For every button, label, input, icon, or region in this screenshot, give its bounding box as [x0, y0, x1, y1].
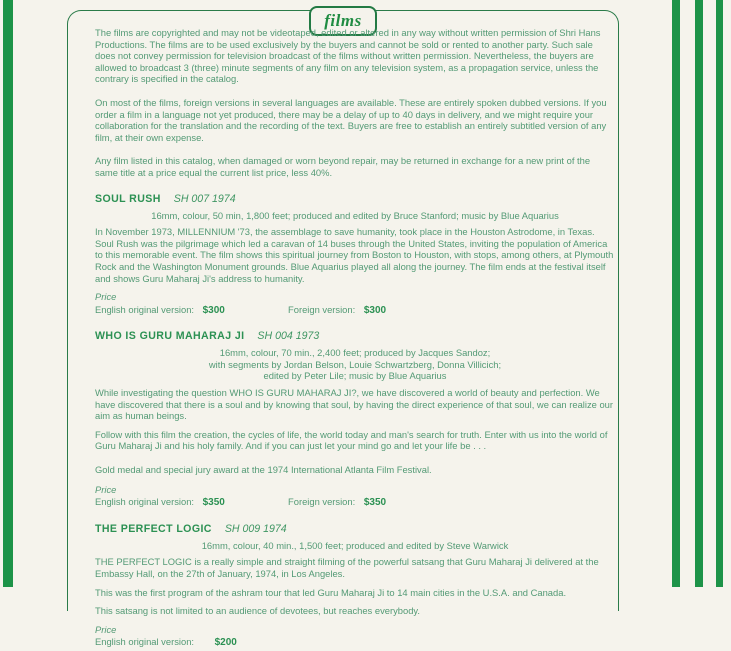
price-version-label: English original version:: [95, 496, 195, 508]
film-award-note: Gold medal and special jury award at the 1974 International Atlanta Film Festival.: [95, 464, 432, 476]
price-version-label: English original version:: [95, 303, 195, 315]
film-description: Follow with this film the creation, the cycles of life, the world today and man's search for truth. Enter with us into the world of Guru Maharaj Ji and his holy family. And if you can just let your mind go and let your life be . . .: [95, 428, 608, 452]
film-specs: [95, 347, 615, 382]
intro-paragraph: Any film listed in this catalog, when damaged or worn beyond repair, may be returned in exchange for a new print of the same title at a price equal the current list price, less 40%.: [95, 155, 591, 178]
price-value: $300: [363, 304, 387, 316]
film-specs: [95, 210, 615, 222]
film-heading: [95, 330, 615, 342]
film-catalog-code: SH 007 1974: [173, 192, 236, 205]
film-specs-line: with segments by Jordan Belson, Louie Schwartzberg, Donna Villicich;: [208, 358, 502, 370]
right-green-bar: [695, 0, 703, 587]
film-description: While investigating the question WHO IS GURU MAHARAJ JI?, we have discovered a world of beauty and perfection. We have discovered that there is a soul and by knowing that soul, by having the direct experience of that soul, we can realize our aim as human beings.: [95, 387, 614, 422]
price-row: [95, 636, 615, 649]
film-specs-line: 16mm, colour, 70 min., 2,400 feet; produced by Jacques Sandoz;: [219, 347, 491, 359]
price-pair: [288, 496, 386, 509]
film-specs-line: edited by Peter Lile; music by Blue Aquarius: [263, 370, 447, 382]
film-description: THE PERFECT LOGIC is a really simple and straight filming of the powerful satsang that Guru Maharaj Ji delivered at the Embassy Hall, on the 27th of January, 1974, in Los Angeles.: [95, 556, 599, 579]
price-value: $350: [363, 497, 387, 509]
film-specs: [95, 540, 615, 552]
film-title: SOUL RUSH: [95, 192, 161, 205]
price-row: [95, 496, 615, 509]
film-title: THE PERFECT LOGIC: [95, 522, 212, 535]
price-version-label: Foreign version:: [288, 303, 356, 315]
price-row: [95, 304, 615, 317]
price-pair: [288, 304, 386, 317]
price-pair: [95, 496, 288, 509]
price-value: $300: [202, 304, 225, 316]
price-value: $350: [202, 497, 225, 509]
right-green-bar: [716, 0, 723, 587]
intro-paragraph: The films are copyrighted and may not be videotaped, edited or altered in any way without written permission of Shri Hans Productions. The films are to be used exclusively by the buyers and cannot be sold or rented to another party. Such sale does not convey permission for television broadcast of the films without written permission. Nevertheless, the buyers are allowed to broadcast 3 (three) minute segments of any film on any television system, as a propagation service, unless the contrary is specified in the catalog.: [95, 27, 601, 85]
catalog-content: [95, 27, 615, 651]
film-specs-line: 16mm, colour, 40 min., 1,500 feet; produced and edited by Steve Warwick: [201, 539, 509, 551]
price-value: $200: [214, 637, 237, 649]
price-pair: [95, 304, 288, 317]
intro-paragraph: On most of the films, foreign versions in several languages are available. These are entirely spoken dubbed versions. If you order a film in a language not yet produced, there may be a delay of up to 40 days in delivery, and we might require your collaboration for the translation and the recording of the text. Buyers are free to establish an entirely subtitled version of any film, at their own expense.: [95, 96, 607, 143]
film-specs-line: 16mm, colour, 50 min, 1,800 feet; produced and edited by Bruce Stanford; music by Blue Aquarius: [151, 209, 559, 221]
film-description: This satsang is not limited to an audience of devotees, but reaches everybody.: [95, 605, 421, 617]
film-description: In November 1973, MILLENNIUM '73, the assemblage to save humanity, took place in the Houston Astrodome, in Texas. Soul Rush was the pilgrimage which led a caravan of 14 buses through the United States, inviting the population of America to this memorable event. The film shows this spiritual journey from Boston to Houston, with stops, among others, at Plymouth Rock and the Washington Monument grounds. Blue Aquarius played all along the journey. The film ends at the festival itself and shows Guru Maharaj Ji's address to humanity.: [95, 226, 614, 284]
price-label: Price: [95, 623, 117, 635]
film-entry-who-is-guru-maharaj-ji: [95, 330, 615, 509]
right-green-bar: [672, 0, 680, 587]
price-label: Price: [95, 483, 117, 495]
film-catalog-code: SH 004 1973: [257, 330, 320, 343]
price-version-label: English original version:: [95, 636, 195, 648]
film-entry-the-perfect-logic: [95, 523, 615, 649]
price-pair: [95, 636, 288, 649]
film-heading: [95, 523, 615, 535]
price-label: Price: [95, 291, 117, 303]
film-heading: [95, 193, 615, 205]
film-catalog-code: SH 009 1974: [224, 522, 287, 535]
price-version-label: Foreign version:: [288, 496, 356, 508]
film-title: WHO IS GURU MAHARAJ JI: [95, 330, 245, 343]
film-entry-soul-rush: [95, 193, 615, 317]
film-description: This was the first program of the ashram tour that led Guru Maharaj Ji to 14 main cities in the U.S.A. and Canada.: [95, 586, 567, 598]
films-logo-text: films: [324, 11, 362, 30]
left-green-bar: [3, 0, 13, 587]
